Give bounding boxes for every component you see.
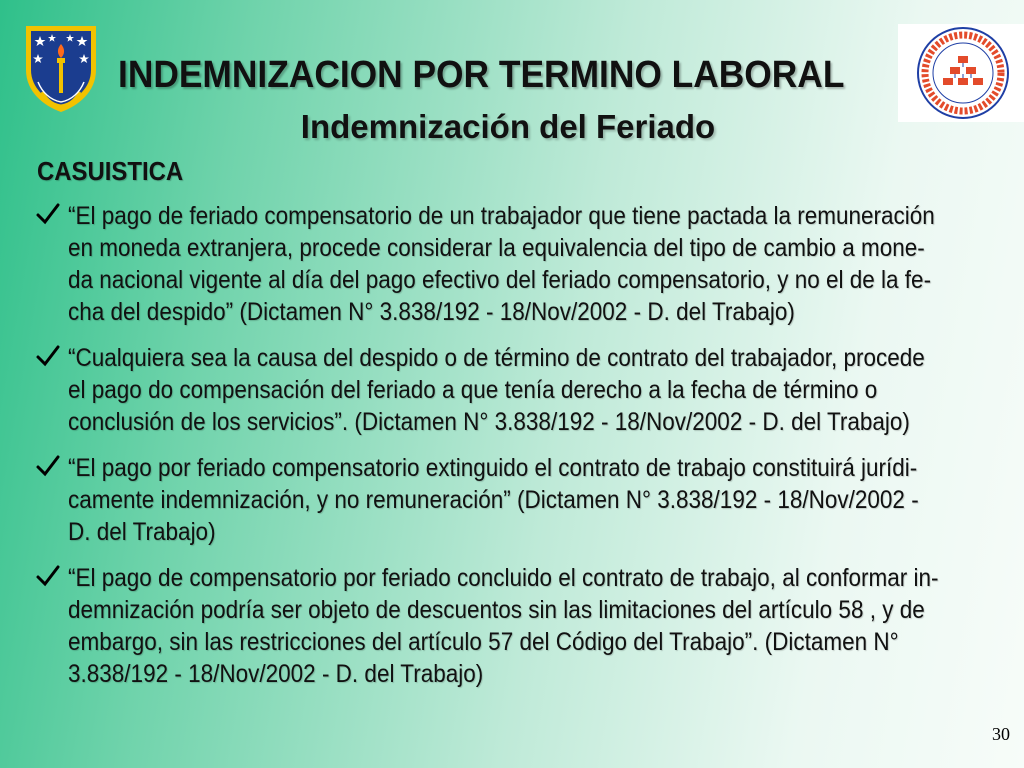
bullet-line: “Cualquiera sea la causa del despido o de término de contrato del trabajador, procede (68, 344, 925, 372)
bullet-text (68, 562, 968, 690)
checkmark-icon (34, 200, 62, 228)
bullet-line: demnización podría ser objeto de descuentos sin las limitaciones del artículo 58 , y de (68, 596, 925, 624)
section-heading: CASUISTICA (37, 156, 184, 186)
bullet-line: 3.838/192 - 18/Nov/2002 - D. del Trabajo) (68, 660, 484, 688)
checkmark-icon (34, 562, 62, 590)
bullet-line: “El pago de feriado compensatorio de un trabajador que tiene pactada la remuneración (68, 202, 935, 230)
slide-title: INDEMNIZACION POR TERMINO LABORAL (118, 54, 845, 96)
bullet-line: el pago do compensación del feriado a que tenía derecho a la fecha de término o (68, 376, 878, 404)
bullet-line: “El pago de compensatorio por feriado concluido el contrato de trabajo, al conformar in- (68, 564, 939, 592)
bullet-text (68, 342, 968, 438)
bullet-line: “El pago por feriado compensatorio extinguido el contrato de trabajo constituirá jurídi- (68, 454, 918, 482)
slide-subtitle: Indemnización del Feriado (300, 108, 716, 145)
bullet-line: D. del Trabajo) (68, 518, 216, 546)
checkmark-icon (34, 452, 62, 480)
bullet-text (68, 452, 968, 548)
bullet-line: da nacional vigente al día del pago efectivo del feriado compensatorio, y no el de la fe- (68, 266, 932, 294)
bullet-line: conclusión de los servicios”. (Dictamen N° 3.838/192 - 18/Nov/2002 - D. del Trabajo) (68, 408, 910, 436)
checkmark-icon (34, 342, 62, 370)
page-number: 30 (992, 724, 1010, 744)
bullet-line: camente indemnización, y no remuneración” (Dictamen N° 3.838/192 - 18/Nov/2002 - (68, 486, 919, 514)
bullet-line: en moneda extranjera, procede considerar la equivalencia del tipo de cambio a mone- (68, 234, 925, 262)
bullet-line: embargo, sin las restricciones del artículo 57 del Código del Trabajo”. (Dictamen N° (68, 628, 899, 656)
bullet-text (68, 200, 968, 328)
bullet-line: cha del despido” (Dictamen N° 3.838/192 - 18/Nov/2002 - D. del Trabajo) (68, 298, 795, 326)
